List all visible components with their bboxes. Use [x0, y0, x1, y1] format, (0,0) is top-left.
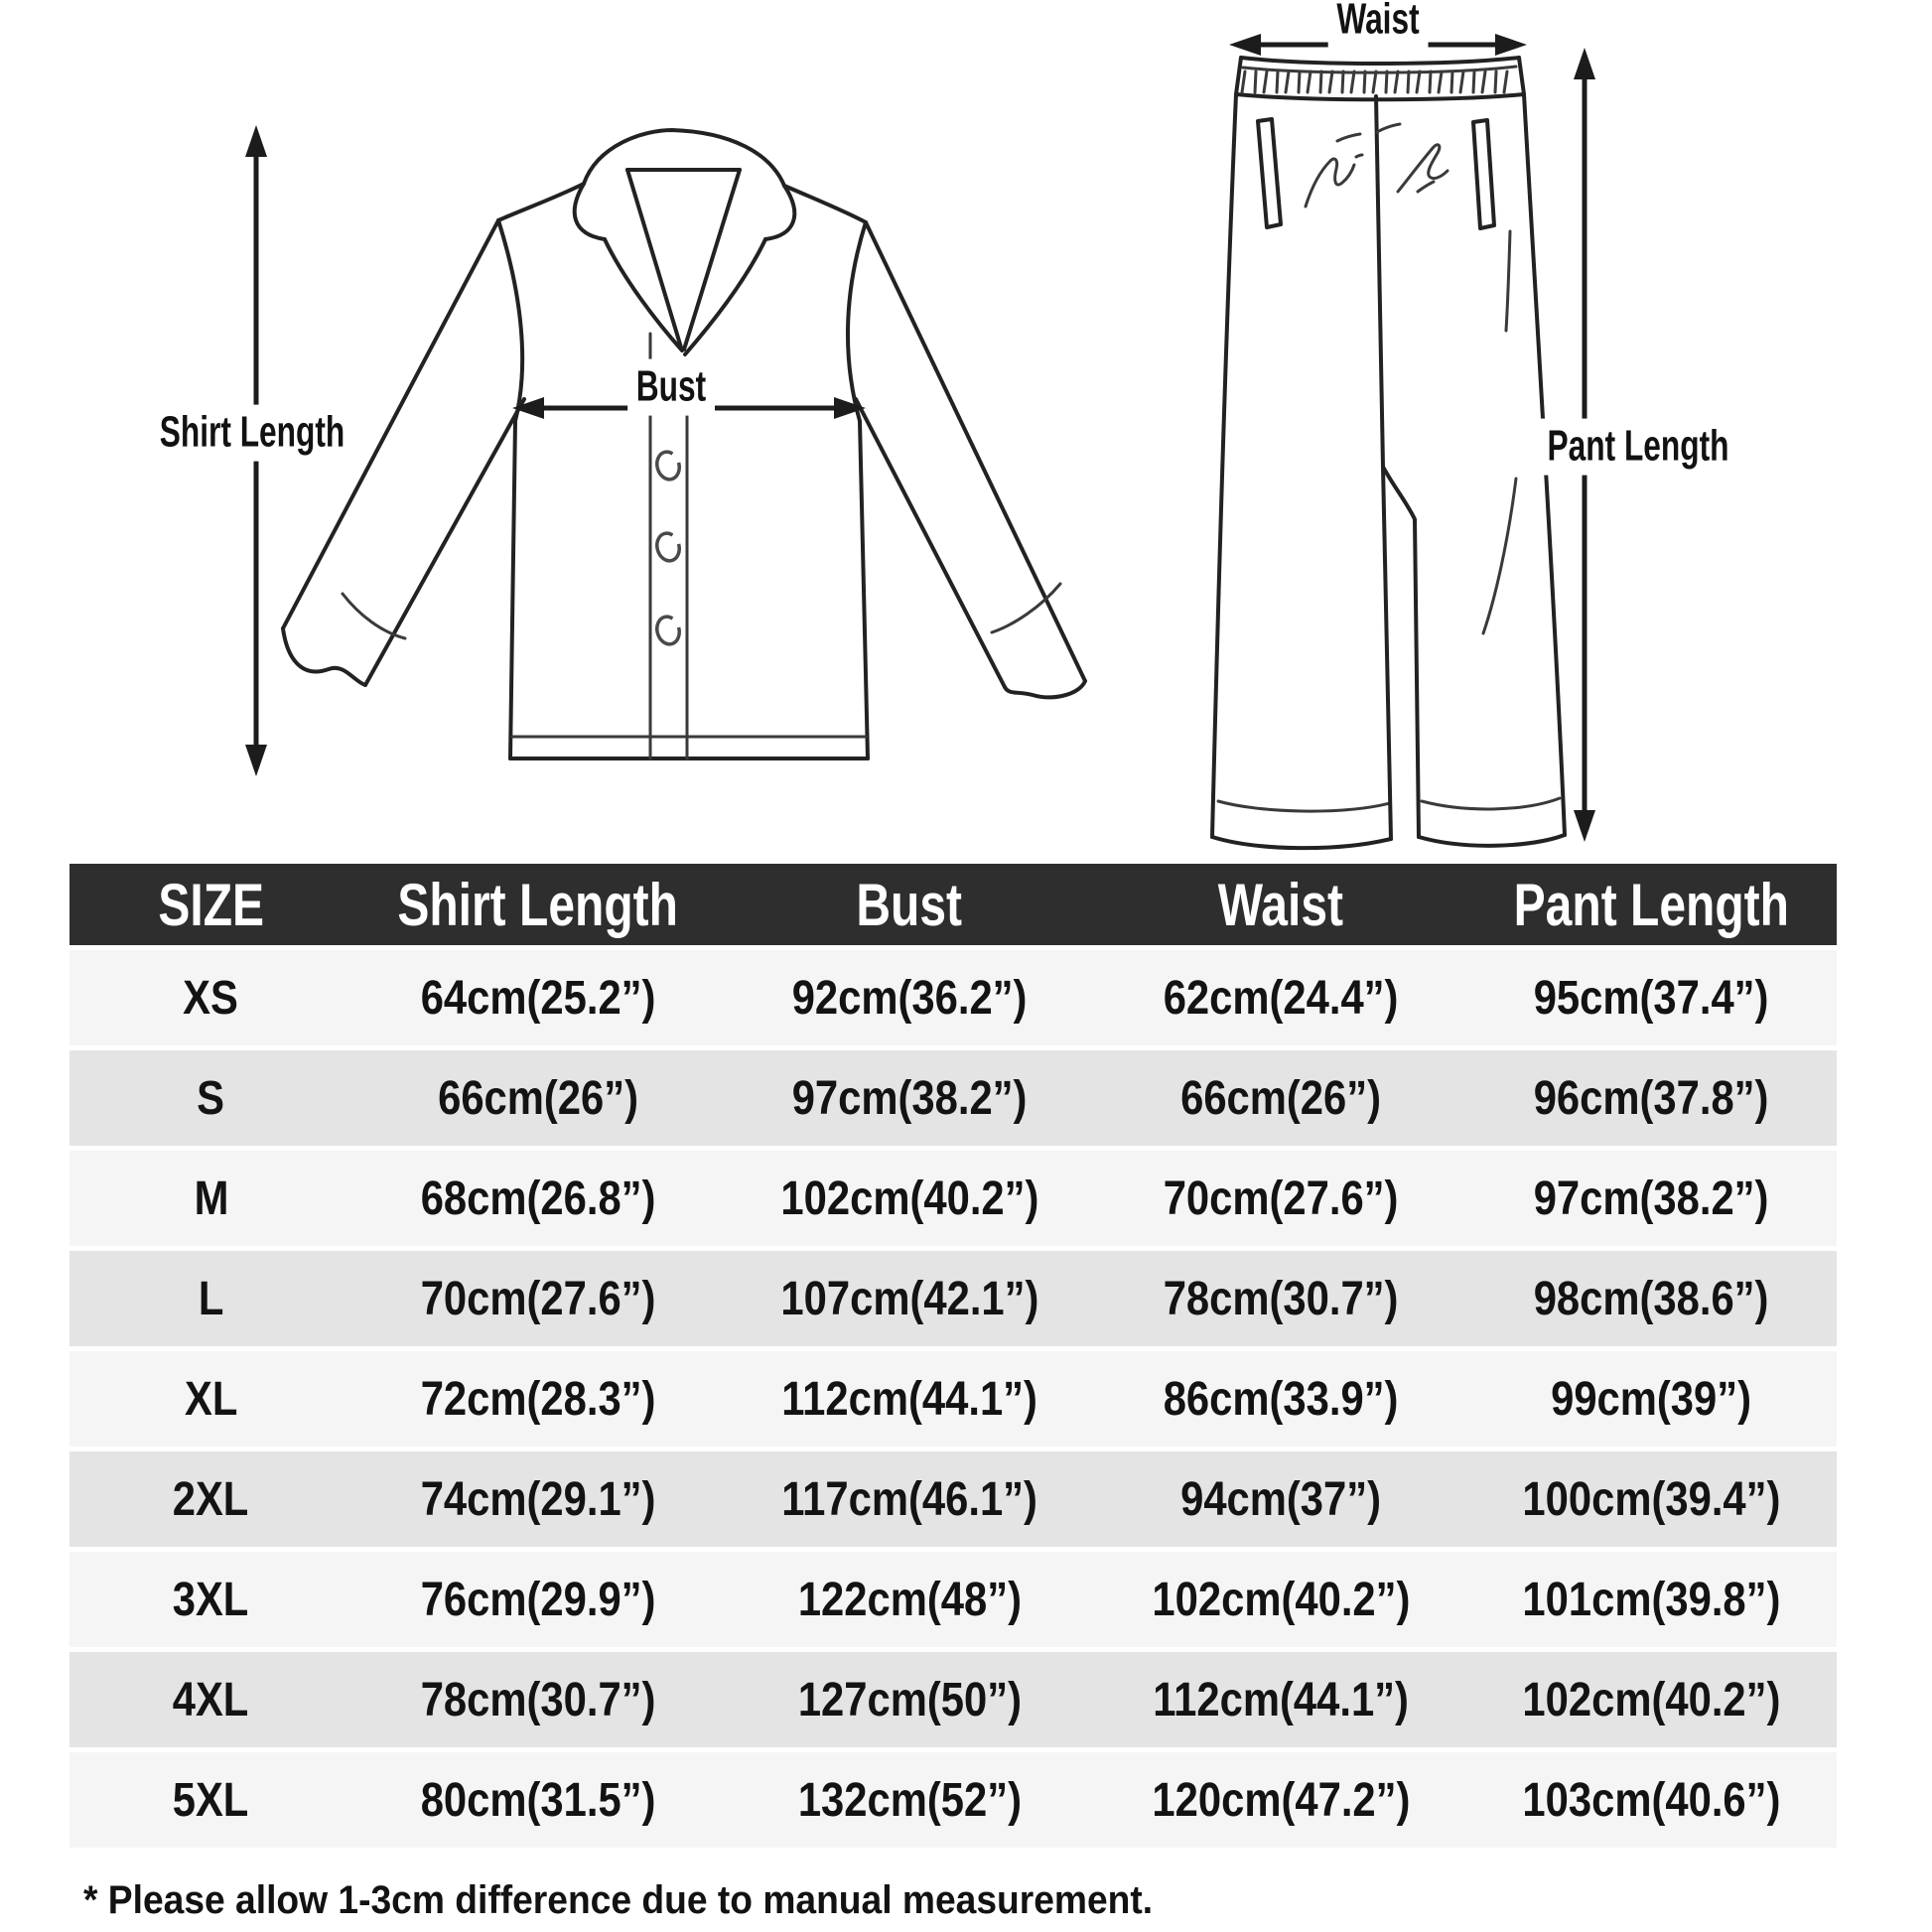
size-table-header [69, 864, 1837, 945]
shirt-length-cell [352, 1451, 724, 1547]
waist-cell [1095, 1251, 1466, 1346]
header-row [69, 864, 1837, 945]
pant-length-label: Pant Length [1539, 419, 1737, 476]
shirt-length-cell-text: 66cm(26”) [438, 1071, 638, 1125]
bust-label: Bust [627, 359, 715, 416]
waist-cell-text: 62cm(24.4”) [1163, 971, 1399, 1025]
table-row [69, 1351, 1837, 1447]
table-row [69, 1151, 1837, 1246]
pant-length-cell-text: 100cm(39.4”) [1522, 1472, 1781, 1526]
pant-length-cell [1466, 1050, 1837, 1146]
waist-cell-text: 112cm(44.1”) [1153, 1673, 1409, 1726]
size-cell-text: 2XL [173, 1472, 249, 1526]
header-waist [1095, 864, 1466, 945]
shirt-length-cell-text: 70cm(27.6”) [420, 1272, 656, 1325]
shirt-length-cell [352, 1752, 724, 1848]
bust-cell [724, 1050, 1095, 1146]
waist-cell [1095, 1451, 1466, 1547]
waist-cell-text: 102cm(40.2”) [1151, 1573, 1410, 1626]
pant-length-cell [1466, 1151, 1837, 1246]
waistband-ribbing [1242, 71, 1507, 92]
header-size-label: SIZE [158, 871, 264, 938]
shirt-length-cell-text: 74cm(29.1”) [420, 1472, 656, 1526]
bust-cell-text: 107cm(42.1”) [779, 1272, 1038, 1325]
bust-cell-text: 122cm(48”) [797, 1573, 1022, 1626]
pant-length-cell [1466, 1351, 1837, 1447]
shirt-length-cell [352, 1652, 724, 1747]
shirt-length-cell-text: 72cm(28.3”) [420, 1372, 656, 1426]
bust-cell [724, 1151, 1095, 1246]
table-row [69, 950, 1837, 1045]
size-cell [69, 950, 352, 1045]
size-cell [69, 1752, 352, 1848]
table-row [69, 1251, 1837, 1346]
shirt-length-cell [352, 1251, 724, 1346]
waist-label: Waist [1328, 0, 1429, 48]
measurement-note [83, 1878, 1932, 1923]
pajama-shirt-drawing [283, 130, 1085, 759]
pant-length-cell-text: 101cm(39.8”) [1522, 1573, 1781, 1626]
pant-length-cell-text: 95cm(37.4”) [1534, 971, 1769, 1025]
waist-cell-text: 120cm(47.2”) [1151, 1773, 1410, 1827]
waist-cell [1095, 1050, 1466, 1146]
shirt-length-cell-text: 76cm(29.9”) [420, 1573, 656, 1626]
bust-cell [724, 1552, 1095, 1647]
waist-cell-text: 94cm(37”) [1180, 1472, 1381, 1526]
pant-length-cell [1466, 1752, 1837, 1848]
shirt-length-cell [352, 1351, 724, 1447]
waist-cell [1095, 1652, 1466, 1747]
waist-cell [1095, 1151, 1466, 1246]
bust-cell [724, 950, 1095, 1045]
shirt-length-cell [352, 1050, 724, 1146]
bust-cell [724, 1752, 1095, 1848]
shirt-length-cell [352, 950, 724, 1045]
shirt-length-cell [352, 1151, 724, 1246]
pant-length-cell [1466, 950, 1837, 1045]
size-cell [69, 1652, 352, 1747]
pajama-pants-drawing [1212, 58, 1565, 848]
bust-cell [724, 1351, 1095, 1447]
pant-length-cell-text: 102cm(40.2”) [1522, 1673, 1781, 1726]
bust-cell-text: 117cm(46.1”) [781, 1472, 1037, 1526]
size-cell-text: M [194, 1172, 228, 1225]
header-shirt-length [352, 864, 724, 945]
bust-cell-text: 112cm(44.1”) [781, 1372, 1037, 1426]
size-cell-text: S [197, 1071, 225, 1125]
shirt-length-cell-text: 64cm(25.2”) [420, 971, 656, 1025]
measurement-note-text: * Please allow 1-3cm difference due to manual measurement. [83, 1878, 1154, 1922]
bust-cell-text: 132cm(52”) [797, 1773, 1022, 1827]
table-row [69, 1451, 1837, 1547]
table-row [69, 1050, 1837, 1146]
bust-cell [724, 1251, 1095, 1346]
pant-length-cell [1466, 1552, 1837, 1647]
header-pant-length-label: Pant Length [1513, 871, 1790, 938]
bust-cell-text: 127cm(50”) [797, 1673, 1022, 1726]
bust-cell-text: 92cm(36.2”) [791, 971, 1028, 1025]
header-bust [724, 864, 1095, 945]
waist-cell-text: 66cm(26”) [1180, 1071, 1381, 1125]
waist-cell-text: 78cm(30.7”) [1163, 1272, 1399, 1325]
pant-length-cell [1466, 1652, 1837, 1747]
pant-length-cell-text: 103cm(40.6”) [1522, 1773, 1781, 1827]
waist-cell [1095, 1351, 1466, 1447]
measurement-diagram [0, 0, 1932, 859]
waist-cell [1095, 1552, 1466, 1647]
bust-cell-text: 97cm(38.2”) [791, 1071, 1028, 1125]
table-row [69, 1752, 1837, 1848]
size-cell-text: 5XL [173, 1773, 249, 1827]
pant-length-cell-text: 96cm(37.8”) [1534, 1071, 1769, 1125]
bust-cell [724, 1451, 1095, 1547]
size-cell-text: XL [184, 1372, 238, 1426]
shirt-length-label: Shirt Length [151, 405, 353, 462]
header-size [69, 864, 352, 945]
header-pant-length [1466, 864, 1837, 945]
size-table-body [69, 950, 1837, 1848]
size-cell-text: 4XL [173, 1673, 249, 1726]
size-cell-text: 3XL [173, 1573, 249, 1626]
size-cell-text: L [198, 1272, 224, 1325]
size-table [69, 859, 1837, 1853]
waist-cell-text: 86cm(33.9”) [1163, 1372, 1399, 1426]
size-cell-text: XS [183, 971, 239, 1025]
pant-length-cell-text: 99cm(39”) [1551, 1372, 1752, 1426]
size-cell [69, 1351, 352, 1447]
pant-length-cell-text: 97cm(38.2”) [1534, 1172, 1769, 1225]
bust-cell-text: 102cm(40.2”) [779, 1172, 1038, 1225]
pant-length-cell-text: 98cm(38.6”) [1534, 1272, 1769, 1325]
shirt-length-cell-text: 78cm(30.7”) [420, 1673, 656, 1726]
header-waist-label: Waist [1217, 871, 1344, 938]
size-cell [69, 1050, 352, 1146]
shirt-length-cell-text: 80cm(31.5”) [420, 1773, 656, 1827]
waist-cell [1095, 950, 1466, 1045]
shirt-length-cell [352, 1552, 724, 1647]
size-cell [69, 1151, 352, 1246]
table-row [69, 1552, 1837, 1647]
pant-length-cell [1466, 1451, 1837, 1547]
waist-cell [1095, 1752, 1466, 1848]
bust-cell [724, 1652, 1095, 1747]
header-bust-label: Bust [856, 871, 963, 938]
waist-cell-text: 70cm(27.6”) [1163, 1172, 1399, 1225]
size-cell [69, 1251, 352, 1346]
pant-length-cell [1466, 1251, 1837, 1346]
header-shirt-length-label: Shirt Length [397, 871, 679, 938]
shirt-length-cell-text: 68cm(26.8”) [420, 1172, 656, 1225]
size-cell [69, 1451, 352, 1547]
table-row [69, 1652, 1837, 1747]
size-cell [69, 1552, 352, 1647]
